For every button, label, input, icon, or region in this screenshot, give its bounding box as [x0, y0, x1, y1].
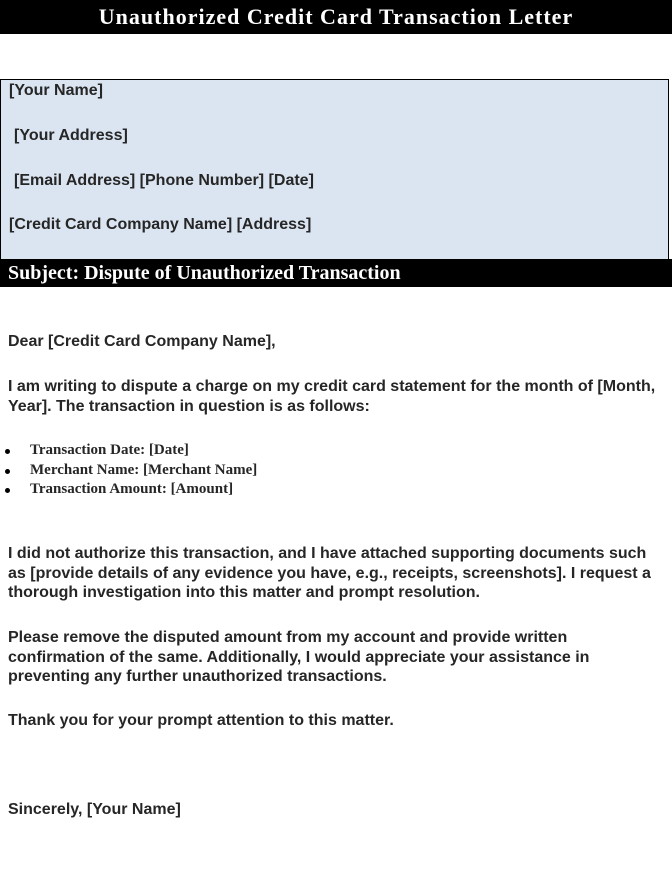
- sender-name: [Your Name]: [9, 82, 103, 99]
- sender-info-box: [0, 79, 669, 259]
- list-item-transaction-amount: Transaction Amount: [Amount]: [0, 480, 257, 500]
- list-item-merchant-name: Merchant Name: [Merchant Name]: [0, 461, 257, 481]
- explanation-paragraph: I did not authorize this transaction, and I have attached supporting documents such as [provide details of any evidence you have, e.g., receipts, screenshots]. I request a thorough investigation into this matter and prompt resolution.: [8, 545, 651, 601]
- intro-paragraph: I am writing to dispute a charge on my credit card statement for the month of [Month, Year]. The transaction in question is as follows:: [8, 378, 656, 415]
- list-item-transaction-date: Transaction Date: [Date]: [0, 441, 257, 461]
- sender-contact: [Email Address] [Phone Number] [Date]: [14, 172, 314, 189]
- recipient-info: [Credit Card Company Name] [Address]: [9, 216, 312, 233]
- sender-address: [Your Address]: [14, 127, 128, 144]
- closing-signature: Sincerely, [Your Name]: [8, 801, 181, 818]
- greeting: Dear [Credit Card Company Name],: [8, 333, 276, 350]
- thanks-paragraph: Thank you for your prompt attention to this matter.: [8, 712, 394, 729]
- subject-line: Subject: Dispute of Unauthorized Transaction: [0, 259, 672, 287]
- letter-title: Unauthorized Credit Card Transaction Letter: [0, 0, 672, 34]
- request-paragraph: Please remove the disputed amount from my account and provide written confirmation of the same. Additionally, I would appreciate your assistance in preventing any further unauthorized transactions.: [8, 629, 590, 685]
- transaction-details-list: [0, 441, 257, 500]
